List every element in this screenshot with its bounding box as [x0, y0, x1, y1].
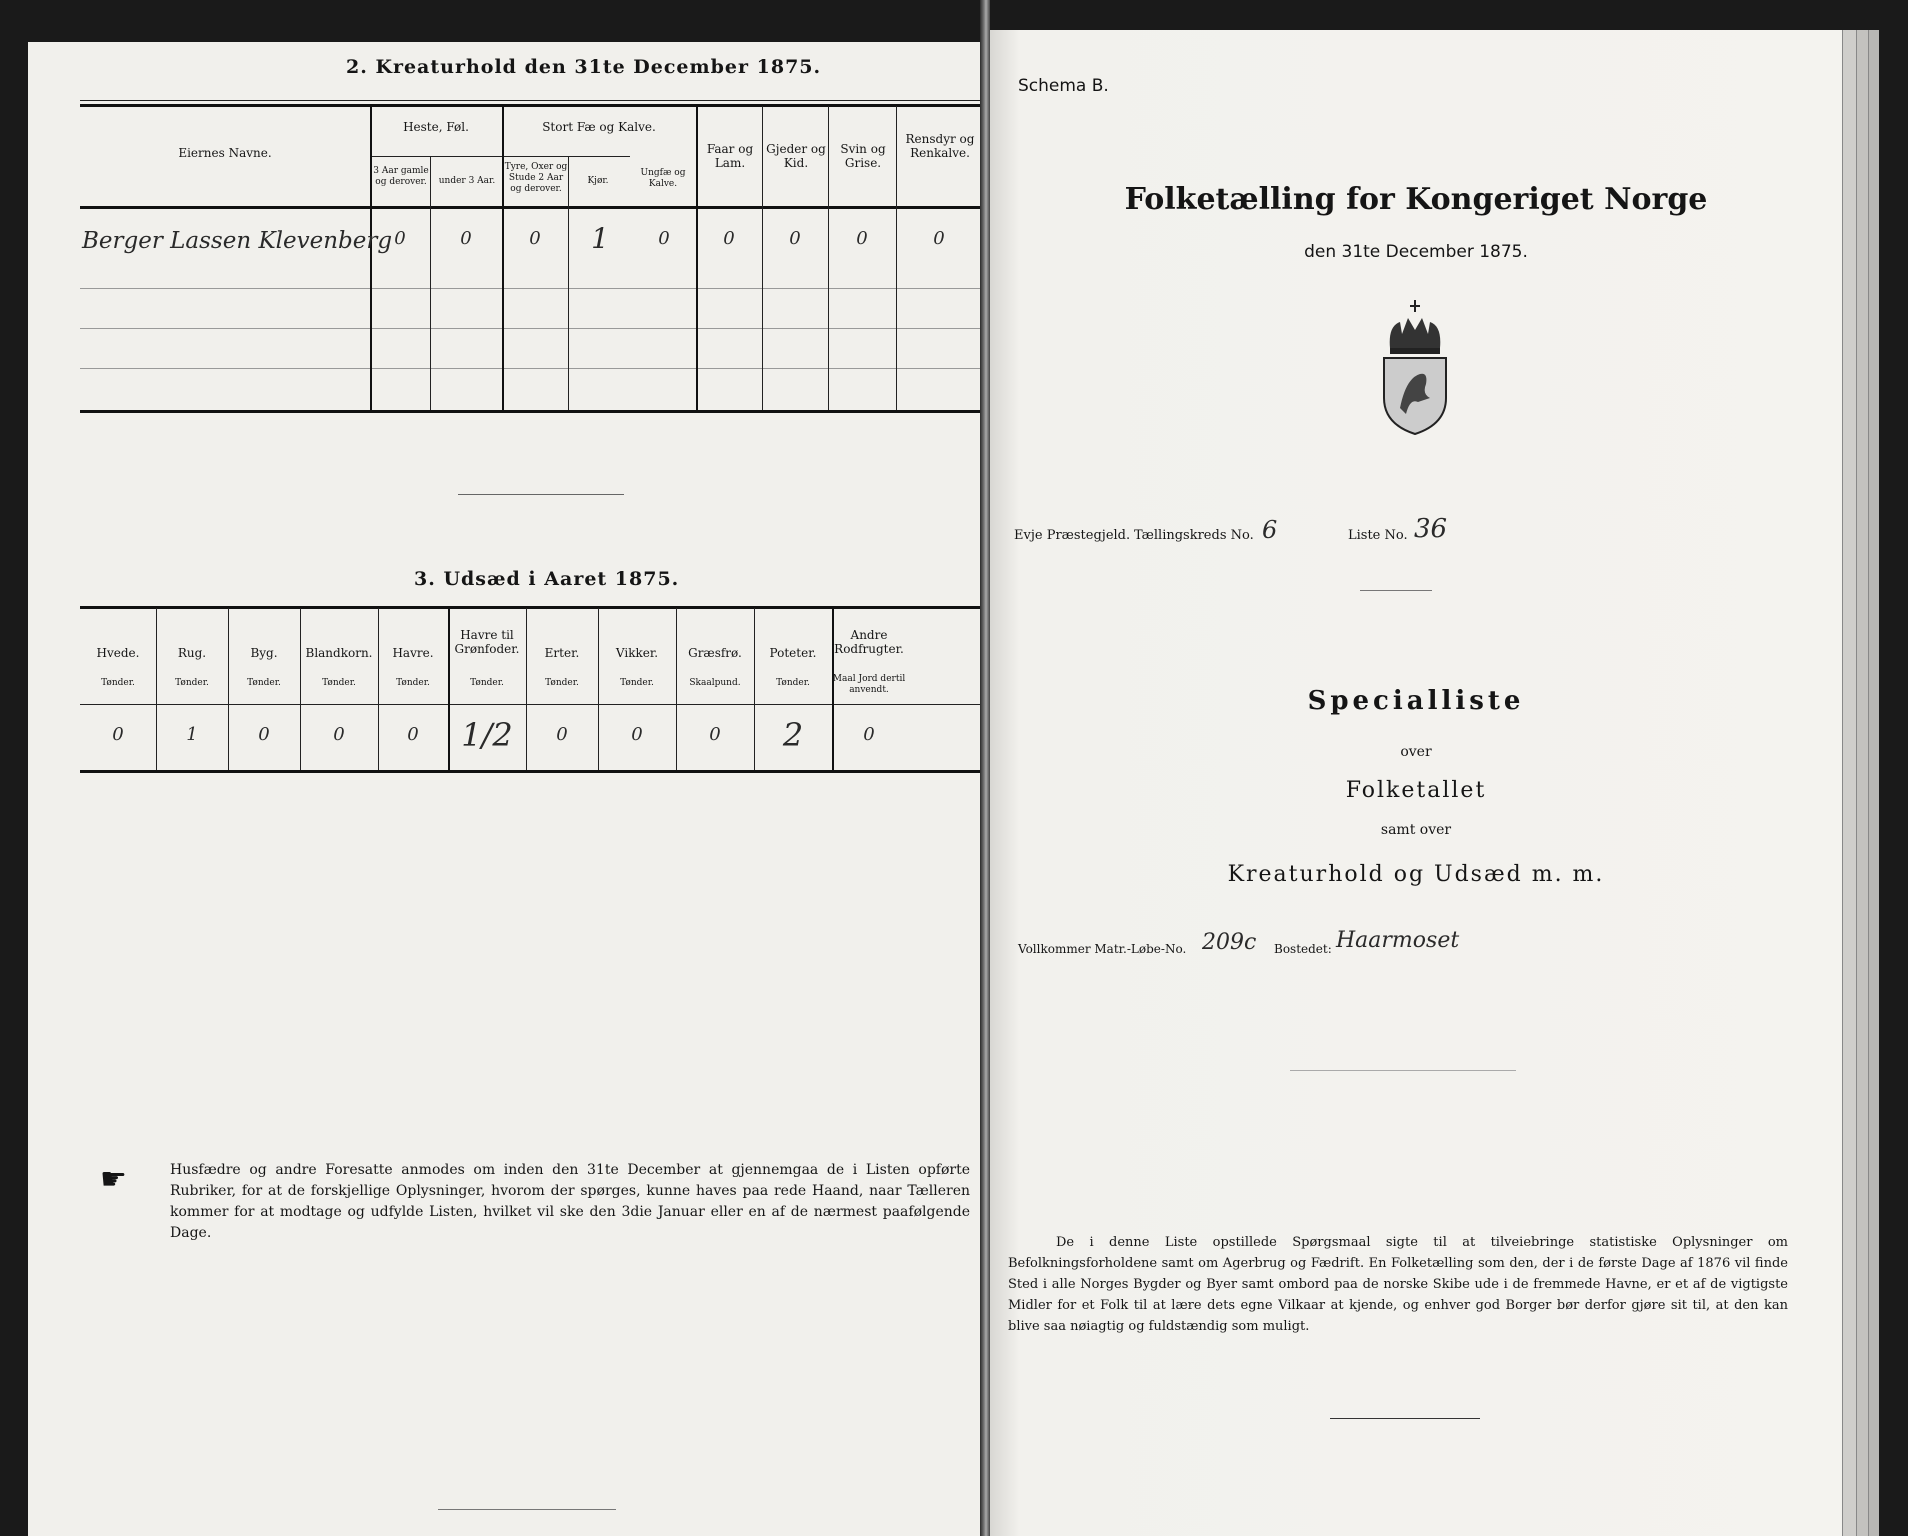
- schema-label: Schema B.: [1018, 76, 1109, 96]
- bulls-header: Tyre, Oxer og Stude 2 Aar og derover.: [504, 162, 568, 194]
- separator: [438, 1509, 616, 1510]
- list-value: 36: [1414, 514, 1448, 544]
- separator: [458, 494, 624, 495]
- crop-header: Rug.: [177, 646, 207, 660]
- footer-text: De i denne Liste opstillede Spørgsmaal sigte til at tilveiebringe statistiske Oplysninger om Befolkningsforholdene samt om Agerbrug og Fædrift. En Folketælling som den, der i de første Dage af 1876 vil finde Sted i alle Norges Bygder og Byer samt ombord paa de norske Skibe ude i de fremmede Havne, er et af de vigtigste Midler for et Folk til at lære dets egne Vilkaar at kjende, og enhver god Borger bør derfor gjøre sit til, at den kan blive saa nøiagtig og fuldstændig som muligt.: [1008, 1235, 1788, 1334]
- crop-unit: Tønder.: [776, 678, 810, 688]
- table2-row-rule: [80, 328, 984, 329]
- section3-title: 3. Udsæd i Aaret 1875.: [414, 568, 680, 590]
- cows-header: Kjør.: [587, 176, 609, 186]
- census-title: Folketælling for Kongeriget Norge: [1124, 182, 1708, 217]
- crop-header: Havre til Grønfoder.: [454, 628, 520, 656]
- table3-col-rule: [676, 608, 677, 770]
- crop-unit: Tønder.: [620, 678, 654, 688]
- crop-value: 0: [863, 724, 875, 745]
- cell-goats: 0: [789, 228, 801, 249]
- crop-unit: Tønder.: [545, 678, 579, 688]
- table2-col-rule: [828, 106, 829, 410]
- cell-pigs: 0: [856, 228, 868, 249]
- crop-header: Byg.: [250, 646, 278, 660]
- crop-value: 0: [709, 724, 721, 745]
- table2-col-rule: [762, 106, 763, 410]
- table2-row-rule: [80, 368, 984, 369]
- crop-unit: Tønder.: [101, 678, 135, 688]
- table2-col-rule: [896, 106, 897, 410]
- crop-value: 0: [556, 724, 568, 745]
- table2-bottom-rule: [80, 410, 984, 413]
- crop-unit: Tønder.: [470, 678, 504, 688]
- young-cattle-header: Ungfæ og Kalve.: [640, 168, 686, 189]
- pigs-header: Svin og Grise.: [840, 142, 886, 170]
- district-label: Tællingskreds No.: [1134, 528, 1254, 543]
- crop-value: 1: [186, 724, 198, 745]
- section2-title: 2. Kreaturhold den 31te December 1875.: [346, 56, 822, 78]
- table2-col-rule: [568, 156, 569, 410]
- crop-value: 0: [112, 724, 124, 745]
- parish-label: Evje Præstegjeld.: [1014, 528, 1131, 543]
- matr-value: 209c: [1202, 930, 1257, 955]
- crop-unit: Maal Jord dertil anvendt.: [832, 674, 906, 695]
- table3-col-rule: [156, 608, 157, 770]
- kreaturhold-title: Kreaturhold og Udsæd m. m.: [1227, 862, 1605, 887]
- cell-reindeer: 0: [933, 228, 945, 249]
- table3-col-rule: [598, 608, 599, 770]
- cell-young-cattle: 0: [658, 228, 670, 249]
- specialliste-title: Specialliste: [1307, 686, 1525, 716]
- table3-top-rule: [80, 606, 984, 609]
- crop-value: 2: [782, 716, 804, 754]
- cell-bulls: 0: [529, 228, 541, 249]
- bosted-label: Bostedet:: [1274, 942, 1332, 956]
- pointing-hand-icon: ☛: [100, 1162, 127, 1197]
- coat-of-arms: [1370, 298, 1460, 438]
- list-label: Liste No.: [1348, 528, 1408, 543]
- table2-top-rule-thick: [80, 104, 984, 107]
- owner-name: Berger Lassen Klevenberg: [82, 228, 393, 254]
- crop-unit: Skaalpund.: [689, 678, 741, 688]
- cell-horses-3yr: 0: [394, 228, 406, 249]
- cell-cows: 1: [591, 222, 609, 255]
- crop-header: Andre Rodfrugter.: [834, 628, 904, 656]
- folketallet-title: Folketallet: [1345, 778, 1487, 803]
- crop-header: Blandkorn.: [305, 646, 373, 660]
- crop-header: Poteter.: [769, 646, 817, 660]
- table2-col-rule: [502, 106, 504, 410]
- crop-unit: Tønder.: [247, 678, 281, 688]
- table2-row-rule: [80, 288, 984, 289]
- bosted-value: Haarmoset: [1336, 928, 1460, 953]
- right-page: [990, 30, 1842, 1536]
- owner-header: Eiernes Navne.: [178, 146, 272, 160]
- crop-header: Vikker.: [615, 646, 659, 660]
- page-edge: [1868, 30, 1879, 1536]
- district-value: 6: [1262, 516, 1278, 544]
- samt-over-label: samt over: [1380, 822, 1452, 838]
- table3-header-rule: [80, 704, 984, 705]
- crop-header: Græsfrø.: [688, 646, 742, 660]
- separator: [1290, 1070, 1516, 1071]
- over-label: over: [1400, 744, 1432, 760]
- crop-header: Hvede.: [96, 646, 140, 660]
- table3-col-rule: [228, 608, 229, 770]
- page-edge: [1842, 30, 1857, 1536]
- crop-unit: Tønder.: [175, 678, 209, 688]
- crop-value: 0: [631, 724, 643, 745]
- table2-col-rule: [430, 156, 431, 410]
- crop-header: Erter.: [544, 646, 580, 660]
- crop-header: Havre.: [392, 646, 434, 660]
- separator: [1360, 590, 1432, 591]
- separator: [1330, 1418, 1480, 1419]
- book-spine: [980, 0, 990, 1536]
- goats-header: Gjeder og Kid.: [766, 142, 826, 170]
- table3-col-rule: [526, 608, 527, 770]
- cell-horses-under3: 0: [460, 228, 472, 249]
- reindeer-header: Rensdyr og Renkalve.: [905, 132, 975, 160]
- cattle-header: Stort Fæ og Kalve.: [542, 120, 656, 134]
- table3-col-rule: [300, 608, 301, 770]
- matr-label: Vollkommer Matr.-Løbe-No.: [1018, 942, 1187, 956]
- horses-header: Heste, Føl.: [403, 120, 469, 134]
- table3-col-rule: [378, 608, 379, 770]
- crop-unit: Tønder.: [396, 678, 430, 688]
- census-date: den 31te December 1875.: [1304, 242, 1528, 262]
- left-page: [28, 42, 980, 1536]
- table2-header-rule: [80, 206, 984, 209]
- horses-3yr-header: 3 Aar gamle og derover.: [373, 166, 429, 187]
- crop-value: 0: [258, 724, 270, 745]
- crop-value: 0: [407, 724, 419, 745]
- table3-bottom-rule: [80, 770, 984, 773]
- horses-under3-header: under 3 Aar.: [438, 176, 496, 186]
- table2-group-rule: [370, 156, 630, 157]
- crop-value: 0: [333, 724, 345, 745]
- sheep-header: Faar og Lam.: [706, 142, 754, 170]
- cell-sheep: 0: [723, 228, 735, 249]
- table2-col-rule: [370, 106, 372, 410]
- table2-top-rule: [80, 100, 984, 101]
- crop-unit: Tønder.: [322, 678, 356, 688]
- notice-text: Husfædre og andre Foresatte anmodes om inden den 31te December at gjennemgaa de i Listen opførte Rubriker, for at de forskjellige Oplysninger, hvorom der spørges, kunne haves paa rede Haand, naar Tælleren kommer for at modtage og udfylde Listen, hvilket vil ske den 3die Januar eller en af de nærmest paafølgende Dage.: [170, 1162, 970, 1241]
- crop-value: 1/2: [461, 716, 513, 754]
